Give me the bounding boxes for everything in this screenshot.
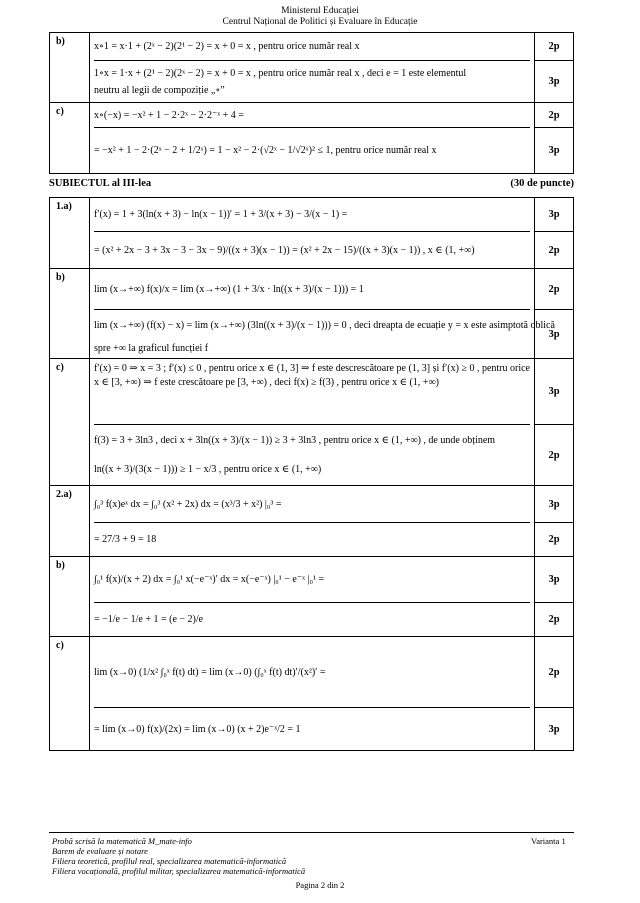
points-cell	[535, 359, 574, 486]
points: 2p	[535, 602, 573, 636]
footer-track2: Filiera vocațională, profilul militar, specializarea matematică-informatică	[52, 866, 306, 876]
solution-line	[94, 424, 530, 485]
points-cell	[535, 198, 574, 269]
points: 2p	[548, 41, 560, 52]
solution-text: lim (x→0) (1/x² ∫₀ˣ f(t) dt) = lim (x→0) (∫₀ˣ f(t) dt)′/(x²)′ =	[94, 666, 326, 678]
table-row	[50, 359, 574, 486]
solution-line	[94, 602, 530, 636]
part3-table	[49, 197, 574, 751]
item-label: b)	[50, 557, 90, 637]
solution-cell	[90, 198, 535, 269]
solution-text: x∘1 = x·1 + (2ˣ − 2)(2¹ − 2) = x + 0 = x , pentru orice număr real x	[94, 41, 360, 52]
points: 3p	[535, 60, 573, 102]
solution-cell	[90, 103, 535, 174]
points: 2p	[535, 424, 573, 485]
solution-text: 1∘x = 1·x + (2¹ − 2)(2ˣ − 2) = x + 0 = x , pentru orice număr real x , deci e = 1 este elementul	[94, 67, 467, 79]
solution-text: spre +∞ la graficul funcției f	[94, 342, 209, 354]
solution-cell	[90, 359, 535, 486]
solution-line	[94, 127, 530, 173]
solution-cell	[90, 637, 535, 751]
footer-track1: Filiera teoretică, profilul real, specializarea matematică-informatică	[52, 856, 287, 866]
table-row	[50, 103, 574, 174]
points-cell	[535, 269, 574, 359]
table-row	[50, 269, 574, 359]
solution-text: = −x² + 1 − 2·(2ˣ − 2 + 1/2ˣ) = 1 − x² − 2·(√2ˣ − 1/√2ˣ)² ≤ 1, pentru orice număr real x	[94, 145, 437, 156]
table-row	[50, 637, 574, 751]
solution-text: ∫₀³ f(x)eˣ dx = ∫₀³ (x² + 2x) dx = (x³/3 + x²) |₀³ =	[94, 498, 282, 510]
table-row	[50, 557, 574, 637]
points: 2p	[548, 283, 560, 295]
solution-text: ln((x + 3)/(3(x − 1))) ≥ 1 − x/3 , pentru orice x ∈ (1, +∞)	[94, 463, 322, 475]
ministry-header: Ministerul Educației	[281, 6, 359, 16]
solution-cell	[90, 557, 535, 637]
solution-cell	[90, 486, 535, 557]
points: 2p	[548, 109, 560, 121]
solution-text: = (x² + 2x − 3 + 3x − 3 − 3x − 9)/((x + 3)(x − 1)) = (x² + 2x − 15)/((x + 3)(x − 1)) , x ∈ (1, +∞)	[94, 244, 475, 256]
item-label: b)	[50, 33, 90, 103]
item-label: b)	[50, 269, 90, 359]
solution-line	[94, 359, 530, 424]
solution-text: = 27/3 + 9 = 18	[94, 534, 157, 545]
solution-cell	[90, 33, 535, 103]
part2-table	[49, 32, 574, 174]
solution-line	[94, 486, 530, 522]
item-label: 1.a)	[50, 198, 90, 269]
solution-text: x∘(−x) = −x² + 1 − 2·2ˣ − 2·2⁻ˣ + 4 =	[94, 109, 244, 121]
points: 3p	[548, 574, 560, 585]
solution-text: lim (x→+∞) (f(x) − x) = lim (x→+∞) (3ln((x + 3)/(x − 1))) = 0 , deci dreapta de ecuație y = x este asimptotă oblică	[94, 319, 555, 331]
solution-line	[94, 33, 530, 60]
points-cell	[535, 103, 574, 174]
footer-page-number: Pagina 2 din 2	[295, 880, 345, 890]
footer-exam: Probă scrisă la matematică M_mate-info	[52, 836, 192, 846]
points-cell	[535, 486, 574, 557]
solution-text: = −1/e − 1/e + 1 = (e − 2)/e	[94, 614, 204, 625]
solution-text: f′(x) = 0 ⇒ x = 3 ; f′(x) ≤ 0 , pentru orice x ∈ (1, 3] ⇒ f este descrescătoare pe (1, 3] și f′(x) ≥ 0 , pentru orice x ∈ [3, +∞) ⇒ f este crescătoare pe [3, +∞) , deci f(x) ≥ f(3) , pentru orice x ∈ (1, +∞)	[94, 363, 530, 388]
subject-points: (30 de puncte)	[510, 178, 574, 189]
solution-text: f(3) = 3 + 3ln3 , deci x + 3ln((x + 3)/(x − 1)) ≥ 3 + 3ln3 , pentru orice x ∈ (1, +∞) , de unde obținem	[94, 434, 496, 446]
subject-heading	[49, 178, 574, 189]
solution-line	[94, 103, 530, 127]
solution-text: ∫₀¹ f(x)/(x + 2) dx = ∫₀¹ x(−e⁻ˣ)′ dx = x(−e⁻ˣ) |₀¹ − e⁻ˣ |₀¹ =	[94, 574, 325, 585]
solution-line	[94, 707, 530, 750]
points-cell	[535, 637, 574, 751]
footer-variant: Varianta 1	[531, 836, 566, 846]
points-cell	[535, 33, 574, 103]
points-cell	[535, 557, 574, 637]
solution-line	[94, 557, 530, 602]
points: 3p	[535, 309, 573, 358]
solution-line	[94, 269, 530, 309]
solution-line	[94, 231, 530, 268]
solution-text: neutru al legii de compoziție „∘”	[94, 84, 225, 96]
solution-text: f′(x) = 1 + 3(ln(x + 3) − ln(x − 1))′ = 1 + 3/(x + 3) − 3/(x − 1) =	[94, 209, 348, 220]
item-label: c)	[50, 103, 90, 174]
points: 3p	[535, 707, 573, 750]
points: 3p	[548, 386, 560, 397]
solution-line	[94, 60, 530, 102]
item-label: 2.a)	[50, 486, 90, 557]
table-row	[50, 486, 574, 557]
solution-text: = lim (x→0) f(x)/(2x) = lim (x→0) (x + 2)e⁻ˣ/2 = 1	[94, 723, 301, 735]
solution-line	[94, 522, 530, 556]
points: 3p	[548, 209, 560, 220]
center-header: Centrul Național de Politici și Evaluare în Educație	[222, 17, 418, 27]
points: 3p	[535, 127, 573, 173]
table-row	[50, 33, 574, 103]
footer-rule	[49, 832, 574, 833]
item-label: c)	[50, 637, 90, 751]
subject-title: SUBIECTUL al III-lea	[49, 178, 152, 189]
item-label: c)	[50, 359, 90, 486]
points: 2p	[535, 522, 573, 556]
points: 2p	[548, 666, 560, 678]
solution-line	[94, 637, 530, 707]
points: 2p	[535, 231, 573, 268]
solution-line	[94, 198, 530, 231]
table-row	[50, 198, 574, 269]
footer-barem: Barem de evaluare și notare	[52, 846, 148, 856]
solution-text: lim (x→+∞) f(x)/x = lim (x→+∞) (1 + 3/x · ln((x + 3)/(x − 1))) = 1	[94, 283, 364, 295]
points: 3p	[548, 498, 560, 510]
